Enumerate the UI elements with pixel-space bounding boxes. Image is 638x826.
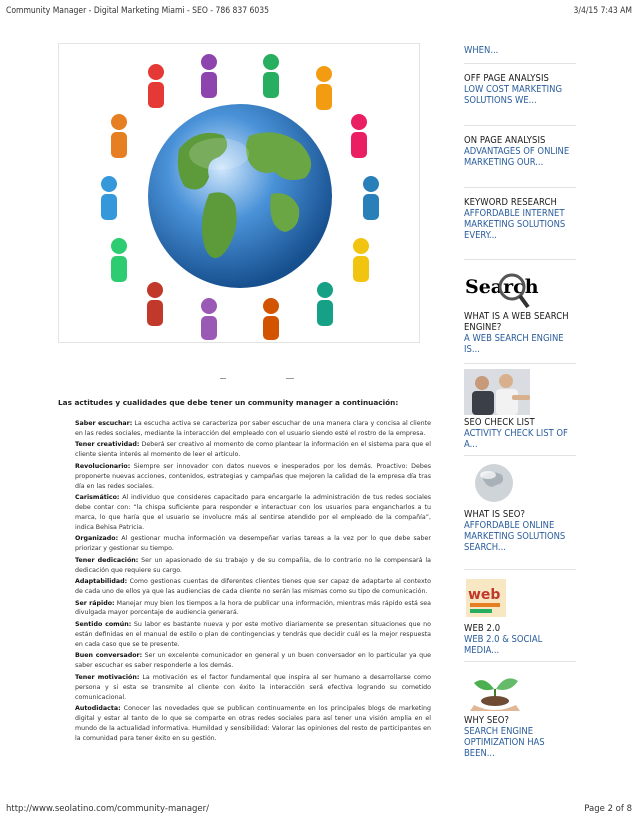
page-url: http://www.seolatino.com/community-manager/ <box>6 804 210 814</box>
divider <box>464 455 576 456</box>
article-intro: Las actitudes y cualidades que debe tener un community manager a continuación: <box>58 398 399 407</box>
post-title[interactable]: SEO CHECK LIST <box>464 417 535 428</box>
list-item: Autodidacta: Conocer las novedades que se publican continuamente en los principales blogs de marketing digital y estar al tanto de lo que se comparte en otras redes sociales para así tener una visión amplia en el mundo de la actualidad informativa. Humildad y sensibilidad: Valorar las opiniones del resto de participantes en la comunidad para tener éxito en su gestión. <box>75 705 431 742</box>
qualities-list <box>75 419 431 745</box>
sidebar-post[interactable] <box>464 509 578 553</box>
sidebar-post[interactable] <box>464 417 578 450</box>
sidebar-post[interactable] <box>464 311 578 355</box>
sidebar-post[interactable] <box>464 623 578 656</box>
post-excerpt[interactable]: SEARCH ENGINE OPTIMIZATION HAS BEEN... <box>464 726 545 759</box>
list-item: Tener creatividad: Deberá ser creativo al momento de como plantear la información en el sistema para que el cliente sienta interés al momento de leer el artículo. <box>75 441 431 459</box>
post-excerpt[interactable]: A WEB SEARCH ENGINE IS... <box>464 333 564 355</box>
post-excerpt[interactable]: AFFORDABLE INTERNET MARKETING SOLUTIONS EVERY... <box>464 208 566 241</box>
business-people-icon <box>464 369 530 415</box>
post-title[interactable]: WHY SEO? <box>464 715 510 726</box>
list-item: Revolucionario: Siempre ser innovador con datos nuevos e inesperados por los demás. Proactivo: Debes proponerte nuevas acciones, contenidos, estrategias y campañas que mejoren la calidad de la empresa día tras día en las redes sociales. <box>75 462 431 490</box>
post-title[interactable]: WEB 2.0 <box>464 623 501 634</box>
divider <box>464 63 576 64</box>
list-item: Buen conversador: Ser un excelente comunicador en general y un buen conversador en lo particular ya que saber escuchar es saber responderle a los demás. <box>75 652 431 670</box>
svg-text:web: web <box>468 587 501 603</box>
divider <box>464 187 576 188</box>
post-excerpt[interactable]: LOW COST MARKETING SOLUTIONS WE... <box>464 84 562 106</box>
globe-icon <box>148 104 332 288</box>
post-title[interactable]: WHAT IS A WEB SEARCH ENGINE? <box>464 311 569 333</box>
post-title[interactable]: OFF PAGE ANALYSIS <box>464 73 549 84</box>
post-title[interactable]: ON PAGE ANALYSIS <box>464 135 546 146</box>
post-thumbnail[interactable] <box>464 575 530 621</box>
divider <box>464 569 576 570</box>
list-item: Tener motivación: La motivación es el factor fundamental que inspira al ser humano a desarrollarse como persona y si esta se transmite al cliente con éxito la interacción será efectiva logrando su cometido comunicacional. <box>75 673 431 701</box>
post-title[interactable]: KEYWORD RESEARCH <box>464 197 557 208</box>
divider <box>464 363 576 364</box>
list-item: Organizado: Al gestionar mucha información va desempeñar varias tareas a la vez por lo que debe saber priorizar y gestionar su tiempo. <box>75 535 431 553</box>
print-datetime: 3/4/15 7:43 AM <box>573 6 632 16</box>
post-thumbnail[interactable] <box>464 667 530 713</box>
divider <box>464 125 576 126</box>
post-thumbnail[interactable] <box>464 461 530 507</box>
sidebar-post[interactable] <box>464 197 578 241</box>
sidebar-post[interactable] <box>464 715 578 759</box>
list-item: Ser rápido: Manejar muy bien los tiempos a la hora de publicar una información, mientras más rápido está sea divulgada mayor porcentaje de audiencia generará. <box>75 599 431 617</box>
list-item: Saber escuchar: La escucha activa se caracteriza por saber escuchar de una manera clara y concisa al cliente en las redes sociales, mediante la interacción del empleado con el usuario siendo esté el rostro de la empresa. <box>75 420 431 437</box>
post-excerpt[interactable]: ADVANTAGES OF ONLINE MARKETING OUR... <box>464 146 570 168</box>
sidebar-post[interactable] <box>464 135 578 168</box>
svg-text:Search: Search <box>465 276 539 298</box>
divider <box>464 661 576 662</box>
page-number: Page 2 of 8 <box>584 804 632 814</box>
sidebar-post[interactable] <box>464 45 578 56</box>
plant-hands-icon <box>464 667 530 713</box>
list-item: Tener dedicación: Ser un apasionado de su trabajo y de su compañía, de lo contrario no le compensará la dedicación que requiere su cargo. <box>75 556 431 574</box>
post-excerpt[interactable]: WHEN... <box>464 45 499 56</box>
post-title[interactable]: WHAT IS SEO? <box>464 509 526 520</box>
list-item: Adaptabilidad: Como gestionas cuentas de diferentes clientes tienes que ser capaz de adaptarte al contexto de cada uno de ellos ya que las audiencias de cada cliente no serán las mismas como su tipo de comunicación. <box>75 578 431 596</box>
print-footer <box>6 804 632 818</box>
post-excerpt[interactable]: WEB 2.0 & SOCIAL MEDIA... <box>464 634 543 656</box>
sidebar-post[interactable] <box>464 73 578 106</box>
post-thumbnail[interactable] <box>464 265 539 311</box>
caption-dash <box>220 378 226 379</box>
list-item: Sentido común: Su labor es bastante nueva y por este motivo diariamente se presentan situaciones que no están definidas en el manual de estilo o plan de contingencias y tendrás que decidir cuál es la mejor respuesta en cada caso que se te presente. <box>75 620 432 648</box>
print-header <box>6 6 632 20</box>
post-excerpt[interactable]: AFFORDABLE ONLINE MARKETING SOLUTIONS SEARCH... <box>464 520 566 553</box>
magnifier-search-icon <box>464 265 539 311</box>
post-excerpt[interactable]: ACTIVITY CHECK LIST OF A... <box>464 428 568 450</box>
list-item: Carismático: Al individuo que consideres capacitado para encargarle la administración de tus redes sociales debe contar con: “la chispa suficiente para responder e interactuar con los usuarios para engancharlos a tu marca, lo que haría que el usuario se involucre más al sentirse atendido por el empleado de la compañía”, indica Behisa Patricia. <box>75 494 431 531</box>
caption-dash <box>286 378 294 379</box>
web-words-icon <box>464 575 530 621</box>
globe-people-illustration <box>59 44 421 344</box>
page-title: Community Manager - Digital Marketing Miami - SEO - 786 837 6035 <box>6 6 269 16</box>
post-thumbnail[interactable] <box>464 369 530 415</box>
divider <box>464 259 576 260</box>
hero-image <box>58 43 420 343</box>
glass-globe-icon <box>464 461 530 507</box>
